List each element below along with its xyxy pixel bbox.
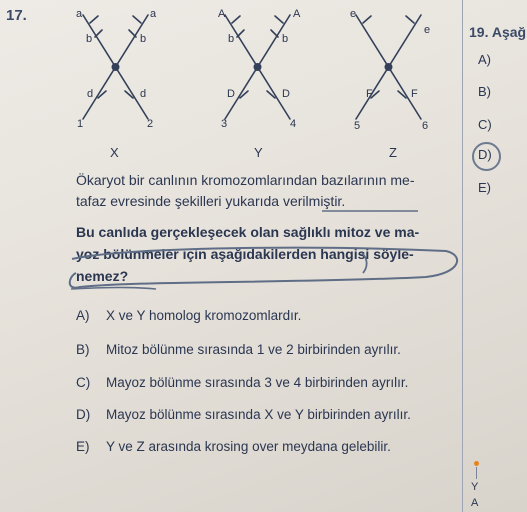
label-x-mid-left: b bbox=[86, 33, 93, 45]
stem-intro-line-2: tafaz evresinde şekilleri yukarıda verilmiştir. bbox=[76, 193, 346, 209]
next-option-e[interactable]: E) bbox=[478, 180, 491, 195]
label-6: 6 bbox=[422, 120, 429, 132]
underline-mark bbox=[320, 208, 420, 214]
label-3: 3 bbox=[221, 118, 228, 130]
label-x-low-left: d bbox=[87, 88, 94, 100]
stem-question-line-1: Bu canlıda gerçekleşecek olan sağlıklı mitoz ve ma- bbox=[76, 224, 420, 240]
label-z-low-left: F bbox=[366, 88, 373, 100]
next-option-d[interactable]: D) bbox=[478, 147, 492, 162]
option-d-letter: D) bbox=[76, 407, 91, 422]
chromosome-x bbox=[83, 15, 148, 119]
stem-question-line-3: nemez? bbox=[76, 268, 129, 284]
question-number: 17. bbox=[6, 7, 27, 24]
option-c-letter: C) bbox=[76, 375, 91, 390]
label-x-top-right: a bbox=[150, 8, 157, 20]
option-d-text: Mayoz bölünme sırasında X ve Y birbirinden ayrılır. bbox=[106, 407, 411, 422]
option-a[interactable] bbox=[76, 308, 301, 323]
option-a-letter: A) bbox=[76, 308, 90, 323]
next-option-a[interactable]: A) bbox=[478, 52, 491, 67]
option-e-letter: E) bbox=[76, 439, 90, 454]
next-question-number: 19. Aşağ bbox=[469, 24, 527, 40]
option-c[interactable] bbox=[76, 375, 408, 390]
option-e[interactable] bbox=[76, 439, 391, 454]
option-e-text: Y ve Z arasında krosing over meydana gelebilir. bbox=[106, 439, 391, 454]
caption-x: X bbox=[110, 145, 119, 160]
option-b-letter: B) bbox=[76, 342, 90, 357]
label-x-top-left: a bbox=[76, 8, 83, 20]
label-1: 1 bbox=[77, 118, 84, 130]
label-y-low-right: D bbox=[282, 88, 290, 100]
caption-y: Y bbox=[254, 145, 263, 160]
chromosome-figure bbox=[0, 0, 527, 175]
vertical-mark bbox=[476, 467, 477, 479]
option-a-text: X ve Y homolog kromozomlardır. bbox=[106, 308, 302, 323]
label-x-low-right: d bbox=[140, 88, 147, 100]
label-y-mid-right: b bbox=[282, 33, 289, 45]
label-y-low-left: D bbox=[227, 88, 235, 100]
hand-drawn-oval bbox=[66, 237, 459, 299]
label-y-top-left: A bbox=[218, 8, 226, 20]
stem-question-line-2: yoz bölünmeler için aşağıdakilerden hangisi söyle- bbox=[76, 246, 414, 262]
label-y-mid-left: b bbox=[228, 33, 235, 45]
label-x-mid-right: b bbox=[140, 33, 147, 45]
stem-intro-line-1: Ökaryot bir canlının kromozomlarından bazılarının me- bbox=[76, 172, 415, 188]
label-z-top-left: e bbox=[350, 8, 357, 20]
next-option-c[interactable]: C) bbox=[478, 117, 492, 132]
next-option-b[interactable]: B) bbox=[478, 84, 491, 99]
label-z-top-right: e bbox=[424, 24, 431, 36]
side-label-y: Y bbox=[471, 481, 479, 493]
chromosome-y bbox=[225, 15, 290, 119]
side-label-a: A bbox=[471, 497, 479, 509]
caption-z: Z bbox=[389, 145, 397, 160]
option-d[interactable] bbox=[76, 407, 411, 422]
label-z-low-right: F bbox=[411, 88, 418, 100]
option-b[interactable] bbox=[76, 342, 401, 357]
orange-dot bbox=[474, 461, 479, 466]
label-y-top-right: A bbox=[293, 8, 301, 20]
chromosome-z bbox=[356, 15, 421, 119]
label-5: 5 bbox=[354, 120, 361, 132]
label-2: 2 bbox=[147, 118, 154, 130]
option-c-text: Mayoz bölünme sırasında 3 ve 4 birbirinden ayrılır. bbox=[106, 375, 409, 390]
option-b-text: Mitoz bölünme sırasında 1 ve 2 birbirinden ayrılır. bbox=[106, 342, 401, 357]
label-4: 4 bbox=[290, 118, 297, 130]
